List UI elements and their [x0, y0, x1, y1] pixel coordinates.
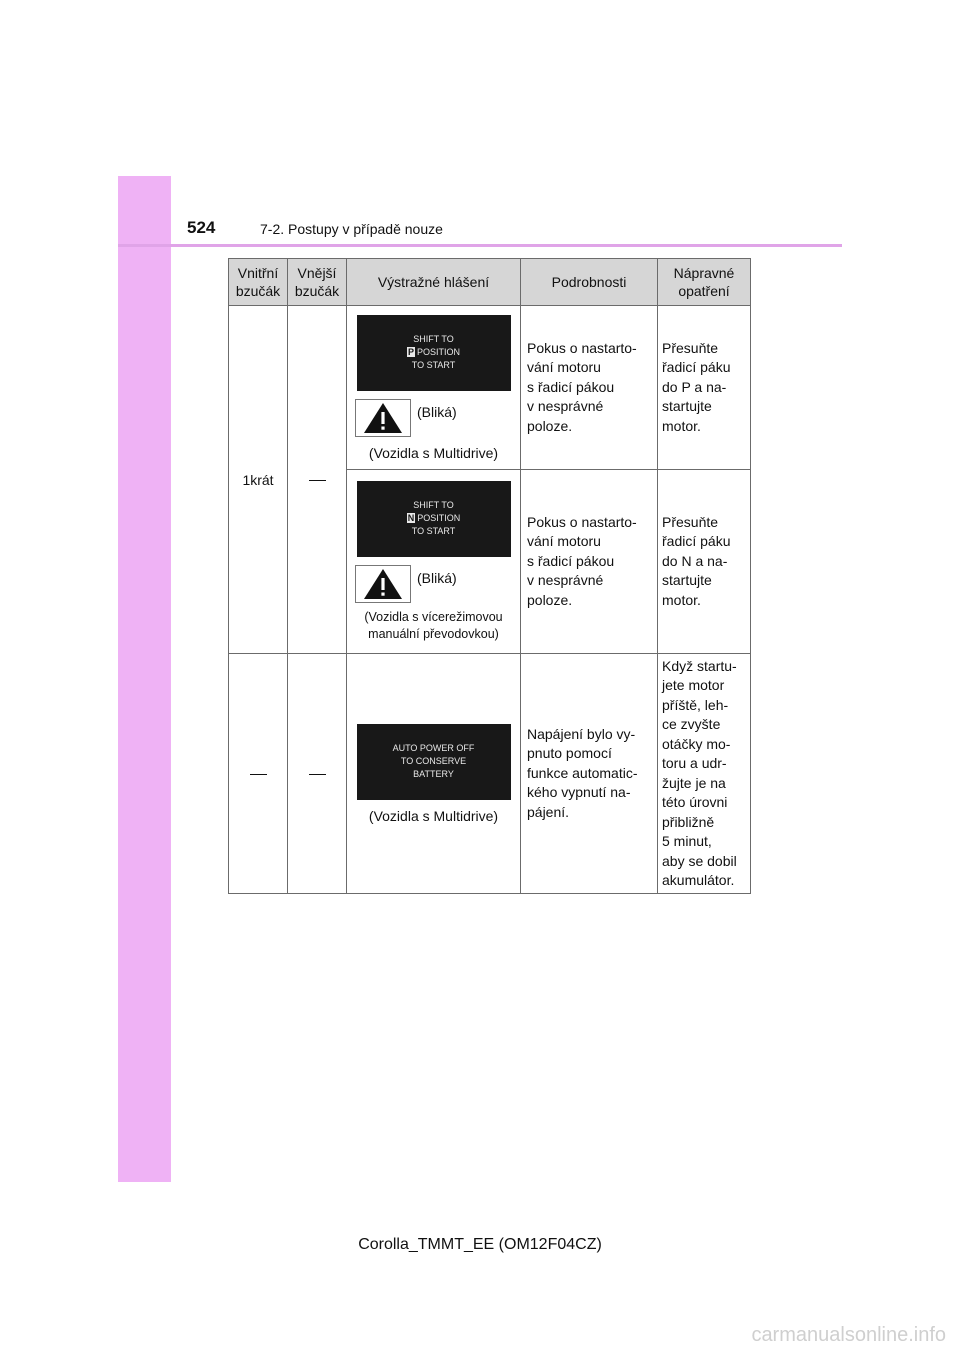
dash-mark [309, 480, 326, 481]
display-screen [357, 481, 511, 557]
page-number: 524 [187, 218, 216, 237]
text-line: startujte [662, 572, 712, 589]
vehicle-variant: (Vozidla s Multidrive) [368, 807, 499, 824]
text-line: v nesprávné [527, 572, 604, 589]
text-line: řadicí páku [662, 533, 731, 550]
details-cell [521, 306, 658, 470]
warning-triangle-icon [355, 399, 411, 437]
screen-text: POSITION [417, 513, 461, 523]
text-line: motor. [662, 417, 701, 434]
screen-text: TO START [411, 360, 456, 370]
text-line: příště, leh- [662, 696, 729, 713]
inner-buzzer-cell [229, 654, 288, 894]
dash-mark [250, 774, 267, 775]
screen-gear-line [407, 346, 460, 359]
text-line: této úrovni [662, 794, 728, 810]
text-line: do P a na- [662, 378, 727, 395]
col-warning-message: Výstražné hlášení [347, 259, 521, 306]
table-row [229, 306, 751, 470]
outer-buzzer-cell [288, 654, 347, 894]
blink-label: (Bliká) [417, 403, 457, 420]
action-cell [658, 306, 751, 470]
screen-text: TO START [411, 526, 456, 536]
inner-buzzer-cell: 1krát [229, 306, 288, 654]
text-line: poloze. [527, 591, 573, 608]
blink-row [353, 565, 514, 603]
screen-text: SHIFT TO [413, 334, 454, 344]
header-line [118, 244, 842, 247]
gear-indicator: N [407, 513, 415, 523]
text-line: toru a udr- [662, 755, 727, 771]
dash-mark [309, 774, 326, 775]
text-line: do N a na- [662, 552, 728, 569]
text-line: s řadicí pákou [527, 378, 615, 395]
vehicle-variant [353, 609, 514, 643]
side-band [118, 176, 171, 1182]
text-line: s řadicí pákou [527, 552, 615, 569]
text-line: 5 minut, [662, 833, 712, 849]
action-cell [658, 654, 751, 894]
text-line: v nesprávné [527, 398, 604, 415]
text-line: Přesuňte [662, 339, 719, 356]
text-line: pájení. [527, 803, 570, 820]
warning-triangle-icon [355, 565, 411, 603]
display-screen [357, 315, 511, 391]
text-line: poloze. [527, 417, 573, 434]
text-line: Když startu- [662, 657, 737, 674]
screen-text: BATTERY [413, 769, 454, 779]
text-line: žujte je na [662, 774, 726, 791]
text-line: vání motoru [527, 359, 601, 376]
text-line: akumulátor. [662, 872, 735, 888]
text-line: ce zvyšte [662, 716, 721, 732]
gear-indicator: P [407, 347, 414, 357]
text-line: Pokus o nastarto- [527, 513, 637, 530]
warning-message-cell [347, 470, 521, 654]
vehicle-variant: (Vozidla s Multidrive) [368, 444, 499, 461]
table-row [229, 654, 751, 894]
outer-buzzer-cell [288, 306, 347, 654]
watermark: carmanualsonline.info [751, 1324, 946, 1346]
blink-label: (Bliká) [417, 569, 457, 586]
warning-message-cell [347, 306, 521, 470]
text-line: Pokus o nastarto- [527, 339, 637, 356]
screen-gear-line [407, 512, 461, 525]
col-action: Nápravné opatření [658, 259, 751, 306]
text-line: (Vozidla s vícerežimovou [364, 609, 503, 624]
footer-doc-id: Corolla_TMMT_EE (OM12F04CZ) [358, 1236, 602, 1253]
details-cell [521, 654, 658, 894]
text-line: vání motoru [527, 533, 601, 550]
table-header-row [229, 259, 751, 306]
text-line: manuální převodovkou) [368, 626, 499, 641]
text-line: kého vypnutí na- [527, 784, 631, 801]
warning-table [228, 258, 751, 894]
section-title: 7-2. Postupy v případě nouze [260, 221, 443, 237]
text-line: Napájení bylo vy- [527, 725, 636, 742]
action-cell [658, 470, 751, 654]
text-line: řadicí páku [662, 359, 731, 376]
text-line: jete motor [662, 677, 725, 693]
screen-text: TO CONSERVE [400, 756, 467, 766]
display-screen [357, 724, 511, 800]
text-line: aby se dobil [662, 852, 737, 869]
screen-text: SHIFT TO [413, 500, 454, 510]
screen-text: POSITION [417, 347, 461, 357]
text-line: pnuto pomocí [527, 745, 612, 762]
col-details: Podrobnosti [521, 259, 658, 306]
text-line: startujte [662, 398, 712, 415]
screen-text: AUTO POWER OFF [392, 743, 475, 753]
col-outer-buzzer: Vnější bzučák [288, 259, 347, 306]
col-inner-buzzer: Vnitřní bzučák [229, 259, 288, 306]
text-line: funkce automatic- [527, 764, 638, 781]
text-line: přibližně [662, 813, 715, 830]
blink-row [353, 399, 514, 437]
text-line: otáčky mo- [662, 735, 731, 752]
warning-message-cell [347, 654, 521, 894]
details-cell [521, 470, 658, 654]
text-line: motor. [662, 591, 701, 608]
text-line: Přesuňte [662, 513, 719, 530]
